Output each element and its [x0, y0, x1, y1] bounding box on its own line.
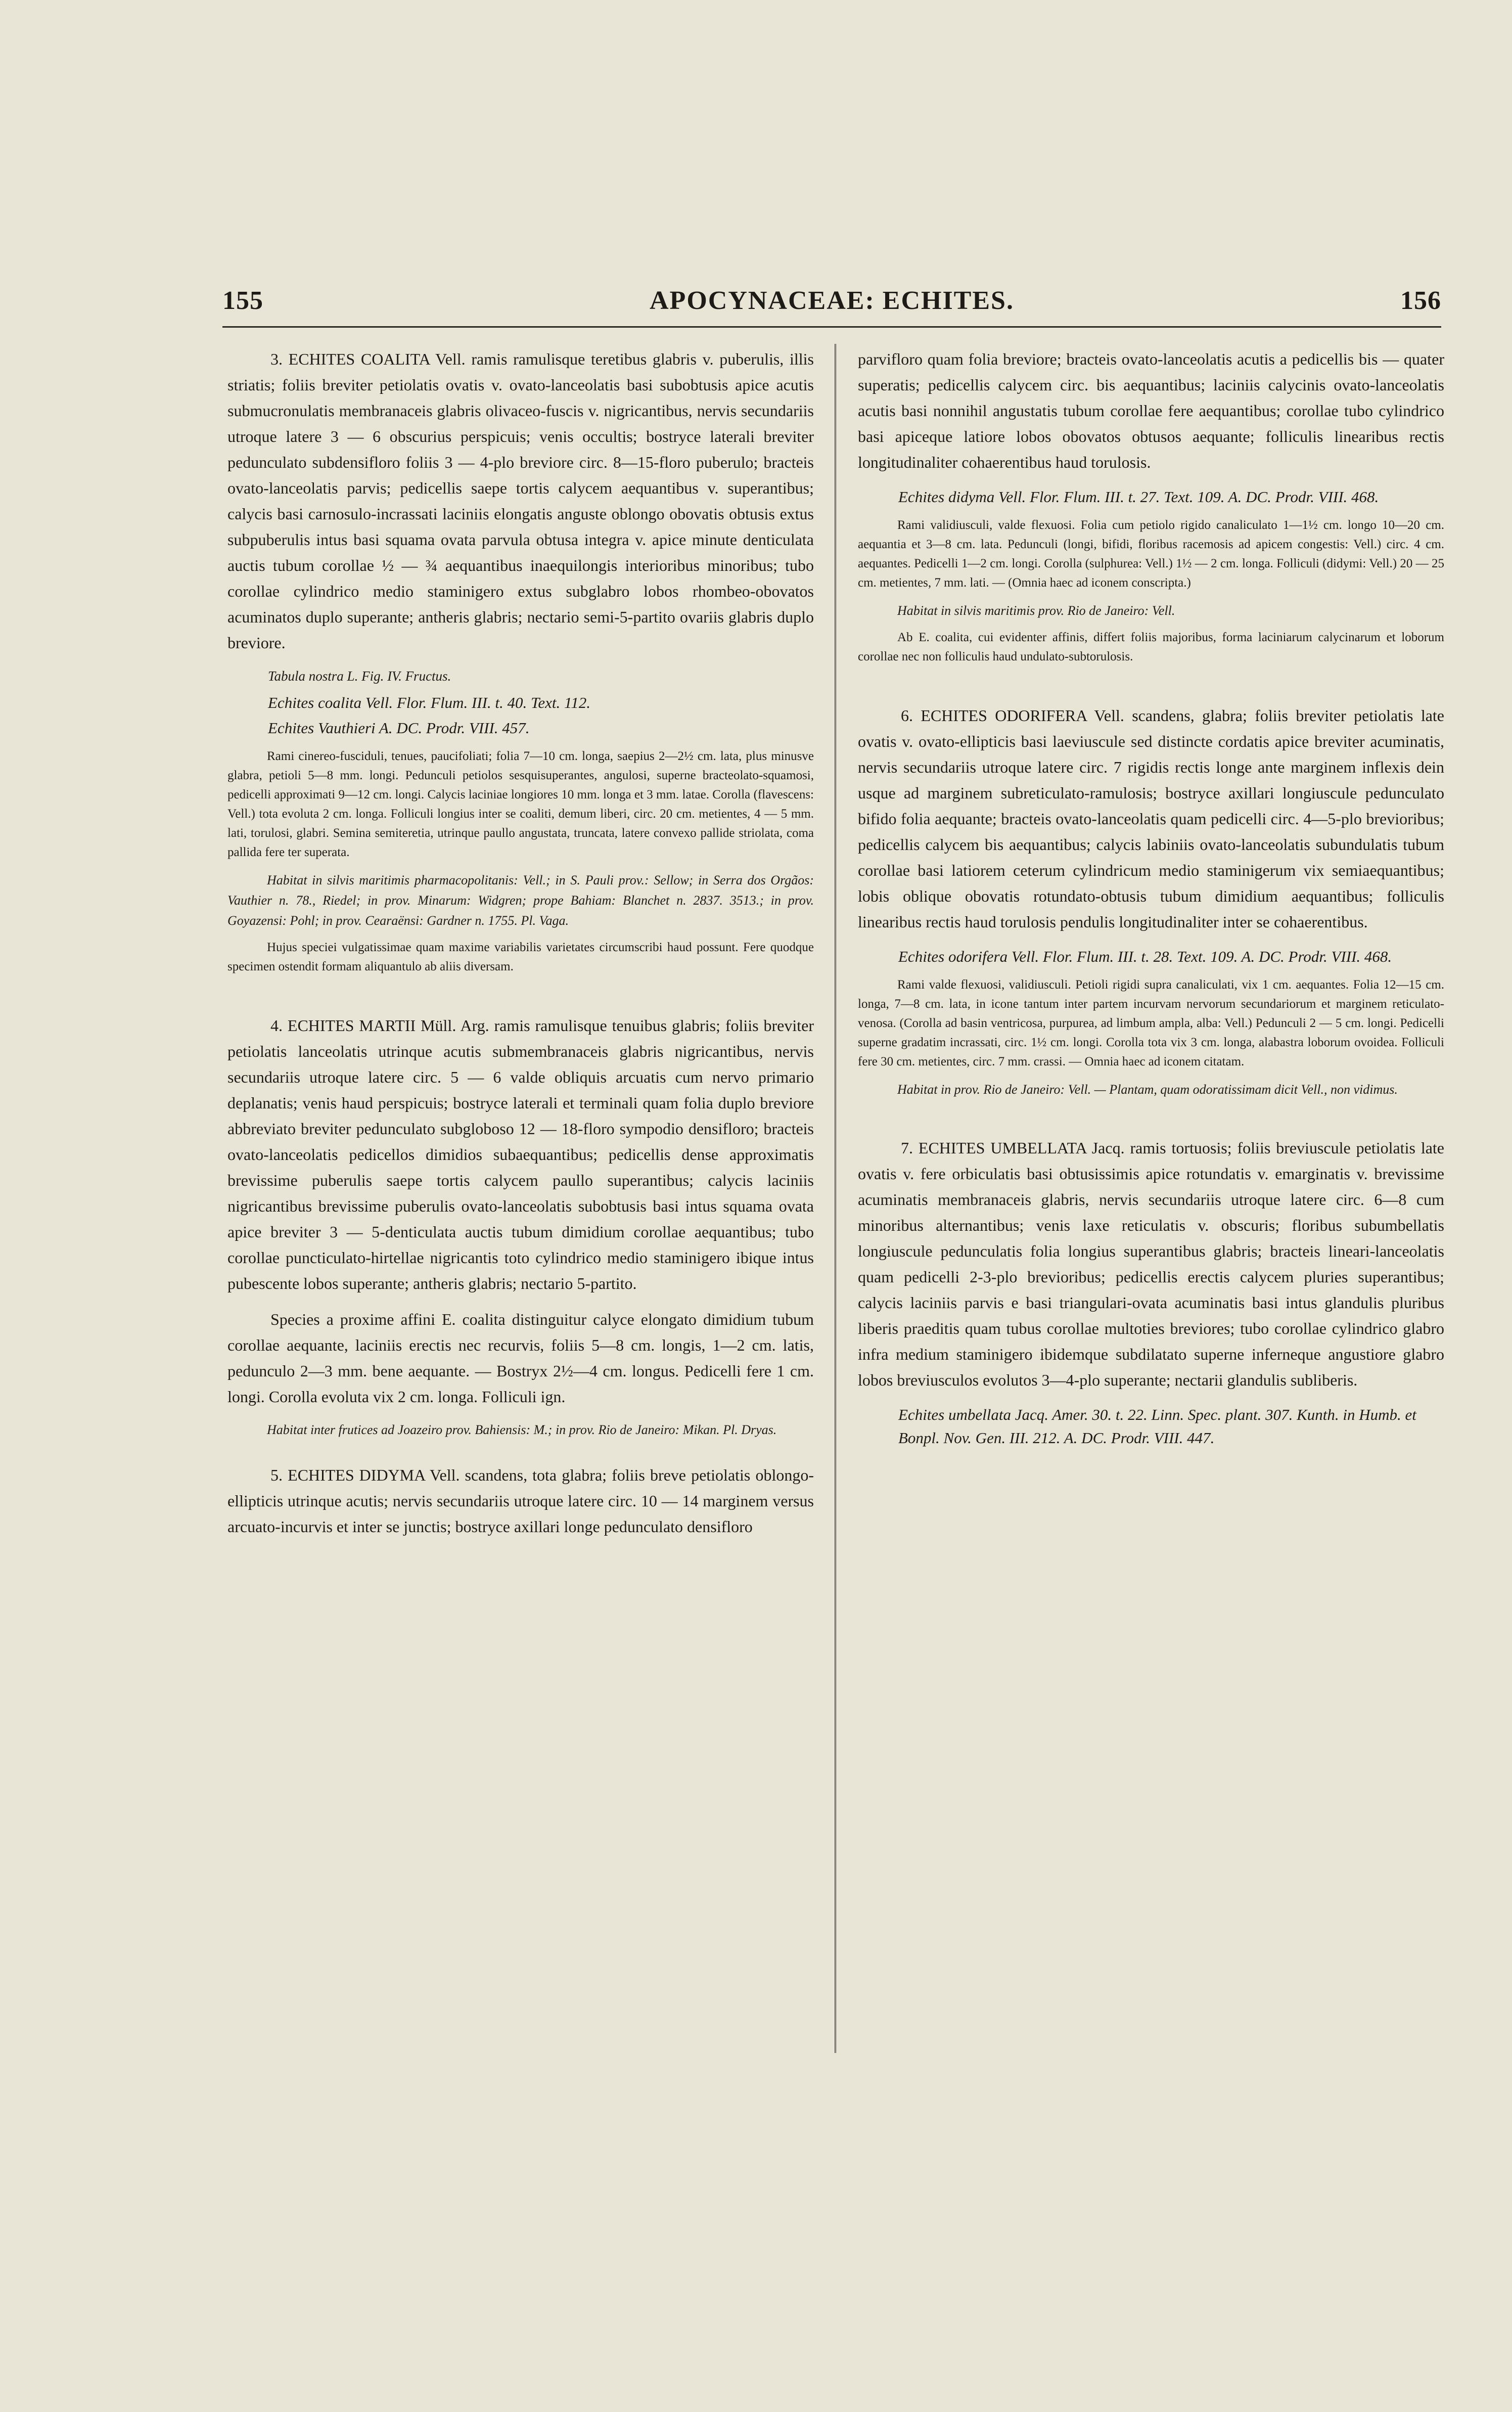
running-title: APOCYNACEAE: ECHITES.: [650, 286, 1014, 315]
species-5-note: Ab E. coalita, cui evidenter affinis, differt foliis majoribus, forma laciniarum calycinarum et loborum corollae nec non folliculis haud undulato-subtorulosis.: [858, 631, 1444, 663]
species-3-plate-reference: Tabula nostra L. Fig. IV. Fructus.: [268, 668, 451, 684]
species-3-description: 3. ECHITES COALITA Vell. ramis ramulisque teretibus glabris v. puberulis, illis striatis; foliis breviter petiolatis ovatis v. ovato-lanceolatis basi subobtusis apice acutis submucronulatis membranaceis glabris olivaceo-fuscis v. nigricantibus, nervis secundariis utroque latere 3 — 6 obscurius perspicuis; venis occultis; bostryce laterali breviter pedunculato subdensifloro foliis 3 — 4-plo breviore circ. 8—15-floro puberulo; bracteis ovato-lanceolatis parvis; pedicellis saepe tortis calycem aequantibus v. superantibus; calycis basi carnosulo-incrassati laciniis elongatis anguste oblongo obovatis obtusis extus subpuberulis intus basi squama ovata parvula obtusa integra v. apice minute denticulata auctis tubum corollae ½ — ¾ aequantibus inaequilongis interioribus minoribus; tubo corollae cylindrico medio staminigero extus subglabro lobos rhombeo-obovatos acuminatos duplo superante; antheris glabris; nectario semi-5-partito ovariis glabris duplo breviore.: [227, 350, 814, 652]
species-5-habitat: Habitat in silvis maritimis prov. Rio de Janeiro: Vell.: [897, 603, 1175, 618]
species-5-citation: Echites didyma Vell. Flor. Flum. III. t. 27. Text. 109. A. DC. Prodr. VIII. 468.: [898, 488, 1379, 506]
species-3-habitat: Habitat in silvis maritimis pharmacopolitanis: Vell.; in S. Pauli prov.: Sellow; in Serra dos Orgãos: Vauthier n. 78., Riedel; in prov. Minarum: Widgren; prope Bahiam: Blanchet n. 2837. 3513.; in prov. Goyazensi: Pohl; in prov. Cearaënsi: Gardner n. 1755. Pl. Vaga.: [227, 873, 814, 928]
species-3-citation-2: Echites Vauthieri A. DC. Prodr. VIII. 457.: [268, 719, 530, 737]
species-7-citation: Echites umbellata Jacq. Amer. 30. t. 22. Linn. Spec. plant. 307. Kunth. in Humb. et Bonpl. Nov. Gen. III. 212. A. DC. Prodr. VIII. 447.: [898, 1406, 1416, 1447]
page-number-left: 155: [222, 286, 263, 315]
species-6-description: 6. ECHITES ODORIFERA Vell. scandens, glabra; foliis breviter petiolatis late ovatis v. ovato-ellipticis basi laeviuscule sed distincte cordatis apice breviter acuminatis, nervis secundariis utroque latere circ. 7 rigidis rectis longe ante marginem inflexis dein usque ad marginem subreticulato-ramulosis; bostryce axillari longiuscule pedunculato bifido folia aequante; bracteis ovato-lanceolatis quam pedicelli circ. 4—5-plo brevioribus; pedicellis calycem bis aequantibus; calycis labiniis ovato-lanceolatis subundulatis tubum corollae basi latiorem ceterum cylindricum medio staminigerum vix semiaequantibus; lobis oblique obovatis rotundato-obtusis tubum dimidium aequantibus; folliculis linearibus rectis haud torulosis pendulis longitudinaliter inter se cohaerentibus.: [858, 706, 1444, 931]
species-4-comparison: Species a proxime affini E. coalita distinguitur calyce elongato dimidium tubum corollae aequante, laciniis erectis nec recurvis, foliis 5—8 cm. longis, 1—2 cm. latis, pedunculo 2—3 mm. bene aequante. — Bostryx 2½—4 cm. longus. Pedicelli fere 1 cm. longi. Corolla evoluta vix 2 cm. longa. Folliculi ign.: [227, 1310, 814, 1406]
species-4-habitat: Habitat inter frutices ad Joazeiro prov. Bahiensis: M.; in prov. Rio de Janeiro: Mikan. Pl. Dryas.: [267, 1422, 777, 1437]
species-5-details: Rami validiusculi, valde flexuosi. Folia cum petiolo rigido canaliculato 1—1½ cm. longo 10—20 cm. aequantia et 3—8 cm. lata. Pedunculi (longi, bifidi, floribus racemosis ad apicem congestis: Vell.) circ. 4 cm. aequantes. Pedicelli 1—2 cm. longi. Corolla (sulphurea: Vell.) 1½ — 2 cm. longa. Folliculi (didymi: Vell.) 20 — 25 cm. metientes, 7 mm. lati. — (Omnia haec ad iconem conscripta.): [858, 518, 1444, 590]
page-number-right: 156: [1400, 286, 1441, 315]
species-4-description: 4. ECHITES MARTII Müll. Arg. ramis ramulisque tenuibus glabris; foliis breviter petiolatis lanceolatis utrinque acutis submembranaceis glabris nigricantibus, nervis secundariis utroque latere circ. 5 — 6 valde obliquis arcuatis cum nervo primario deplanatis; venis haud perspicuis; bostryce laterali et terminali quam folia duplo breviore abbreviato breviter pedunculato subgloboso 12 — 18-floro sympodio densifloro; bracteis ovato-lanceolatis pedicellos dimidios subaequantibus; pedicellis dense approximatis brevissime puberulis saepe tortis calycem paullo superantibus; calycis laciniis nigricantibus brevissime puberulis ovato-lanceolatis subobtusis basi intus squama ovata apice breviter 3 — 5-denticulata auctis tubum dimidium corollae aequantibus; tubo corollae puncticulato-hirtellae nigricantis toto cylindrico medio staminigero ibique intus pubescente lobos superante; antheris glabris; nectario 5-partito.: [227, 1016, 814, 1292]
species-6-details: Rami valde flexuosi, validiusculi. Petioli rigidi supra canaliculati, vix 1 cm. aequantes. Folia 12—15 cm. longa, 7—8 cm. lata, in icone tantum inter partem incurvam nervorum secundariorum et marginem reticulato-venosa. (Corolla ad basin ventricosa, purpurea, ad limbum ampla, alba: Vell.) Pedunculi 2 — 5 cm. longi. Pedicelli superne gradatim incrassati, circ. 1½ cm. longi. Corolla tota vix 3 cm. longa, alabastra loborum ovoidea. Folliculi fere 30 cm. metientes, circ. 7 mm. crassi. — Omnia haec ad iconem citatam.: [858, 978, 1444, 1068]
page-header: [222, 286, 1441, 328]
species-3-note: Hujus speciei vulgatissimae quam maxime variabilis varietates circumscribi haud possunt. Fere quodque specimen ostendit formam aliquantulo ab aliis diversam.: [227, 941, 814, 973]
species-5-description-continued: parvifloro quam folia breviore; bracteis ovato-lanceolatis acutis a pedicellis bis — quater superatis; pedicellis calycem circ. bis aequantibus; laciniis calycinis ovato-lanceolatis acutis basi nonnihil angustatis tubum corollae fere aequantibus; corollae tubo cylindrico basi apiceque latiore lobos obovatos obtusos aequante; folliculis linearibus rectis longitudinaliter cohaerentibus haud torulosis.: [858, 350, 1444, 471]
left-column: [227, 346, 814, 1550]
species-3-details: Rami cinereo-fusciduli, tenues, paucifoliati; folia 7—10 cm. longa, saepius 2—2½ cm. lata, plus minusve glabra, petioli 5—8 mm. longi. Pedunculi petiolos sesquisuperantes, angulosi, superne bracteolato-squamosi, pedicelli approximati 9—12 cm. longi. Calycis laciniae longiores 10 mm. longa et 3 mm. latae. Corolla (flavescens: Vell.) tota evoluta 2 cm. longa. Folliculi longius inter se coaliti, demum liberi, circ. 20 cm. metientes, 4 — 5 mm. lati, torulosi, glabri. Semina semiteretia, utrinque paullo angustata, truncata, latere convexo pallide striolata, coma pallida fere ter superata.: [227, 749, 814, 859]
column-divider: [835, 344, 836, 2053]
species-5-description: 5. ECHITES DIDYMA Vell. scandens, tota glabra; foliis breve petiolatis oblongo-ellipticis utrinque acutis; nervis secundariis utroque latere circ. 10 — 14 marginem versus arcuato-incurvis et inter se junctis; bostryce axillari longe pedunculato densifloro: [227, 1466, 814, 1536]
species-6-habitat: Habitat in prov. Rio de Janeiro: Vell. — Plantam, quam odoratissimam dicit Vell., non vidimus.: [897, 1082, 1398, 1097]
species-3-citation-1: Echites coalita Vell. Flor. Flum. III. t. 40. Text. 112.: [268, 694, 590, 711]
right-column: [858, 346, 1444, 1457]
species-7-description: 7. ECHITES UMBELLATA Jacq. ramis tortuosis; foliis breviuscule petiolatis late ovatis v. fere orbiculatis basi obtusissimis apice rotundatis v. emarginatis v. brevissime acuminatis membranaceis glabris, nervis secundariis utroque latere circ. 6—8 cum minoribus alternantibus; venis laxe reticulatis v. obscuris; floribus subumbellatis longiuscule pedunculatis folia longius superantibus glabris; bracteis lineari-lanceolatis quam pedicelli 2-3-plo brevioribus; pedicellis erectis calycem pluries superantibus; calycis laciniis parvis e basi triangulari-ovata acuminatis basi intus glandulis pluribus liberis praeditis quam tubus corollae multoties breviores; tubo corollae cylindrico glabro infra medium staminigero ibidemque subdilatato superne inferneque angustiore glabro lobos breviusculos evolutos 3—4-plo superante; nectarii glandulis subliberis.: [858, 1139, 1444, 1389]
species-6-citation: Echites odorifera Vell. Flor. Flum. III. t. 28. Text. 109. A. DC. Prodr. VIII. 468.: [898, 948, 1392, 965]
